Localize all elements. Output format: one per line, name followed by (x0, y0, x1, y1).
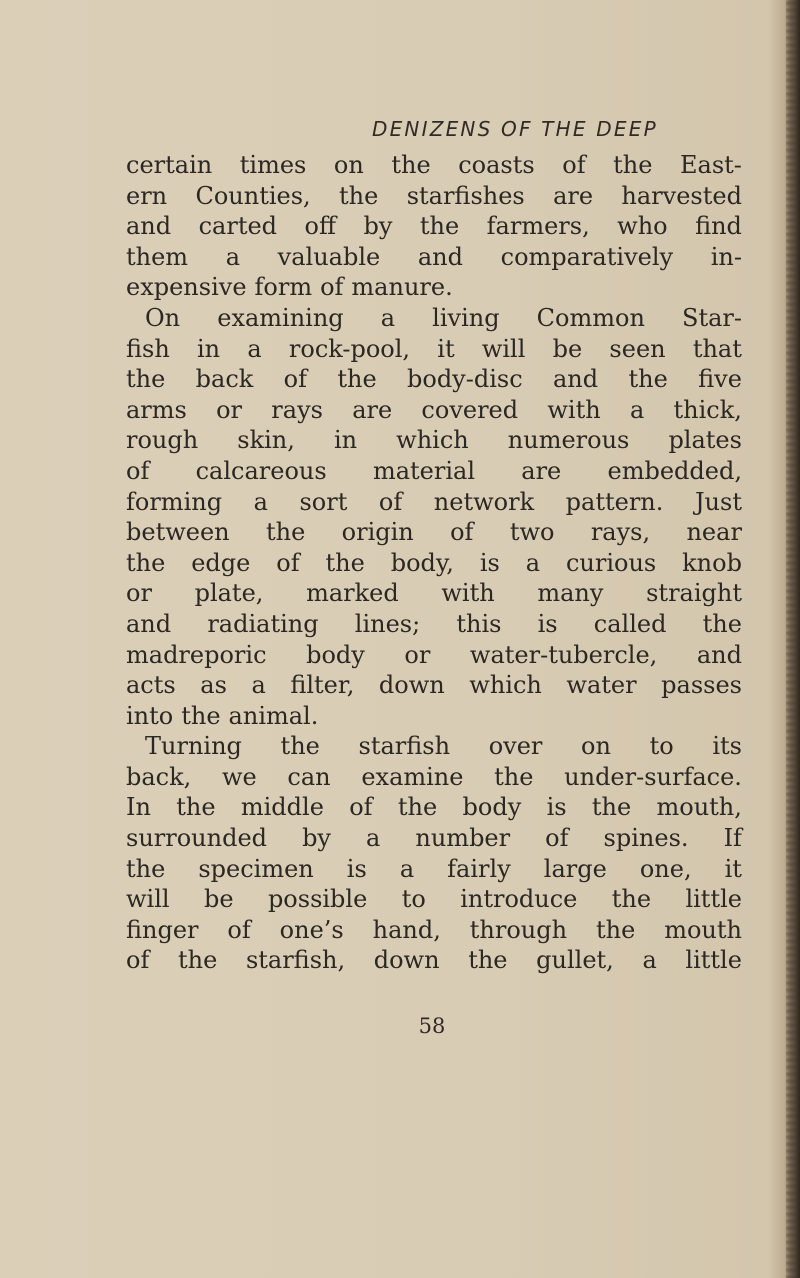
text-line: of the starfish, down the gullet, a little (126, 946, 742, 975)
text-line: will be possible to introduce the little (126, 885, 742, 914)
text-line: Turning the starfish over on to its (145, 732, 742, 761)
text-line: expensive form of manure. (126, 273, 453, 302)
text-line: madreporic body or water-tubercle, and (126, 640, 742, 669)
text-line: back, we can examine the under-surface. (126, 762, 742, 791)
text-line: between the origin of two rays, near (126, 518, 742, 547)
text-line: them a valuable and comparatively in- (126, 242, 742, 271)
text-line: and carted off by the farmers, who find (126, 212, 742, 241)
text-line: into the animal. (126, 701, 319, 730)
text-line: of calcareous material are embedded, (126, 456, 742, 485)
text-line: fish in a rock-pool, it will be seen that (126, 334, 742, 363)
text-line: or plate, marked with many straight (126, 579, 742, 608)
text-line: finger of one’s hand, through the mouth (126, 915, 742, 944)
text-line: ern Counties, the starfishes are harvested (126, 181, 742, 210)
page-binding-edge (786, 0, 800, 1278)
running-head: DENIZENS OF THE DEEP (372, 117, 658, 141)
text-line: the back of the body-disc and the five (126, 365, 742, 394)
text-line: and radiating lines; this is called the (126, 609, 742, 638)
text-line: surrounded by a number of spines. If (126, 824, 742, 853)
text-line: forming a sort of network pattern. Just (126, 487, 742, 516)
text-line: rough skin, in which numerous plates (126, 426, 742, 455)
text-line: the specimen is a fairly large one, it (126, 854, 742, 883)
text-line: On examining a living Common Star- (145, 303, 742, 332)
text-line: certain times on the coasts of the East- (126, 151, 742, 179)
text-line: the edge of the body, is a curious knob (126, 548, 742, 577)
text-line: In the middle of the body is the mouth, (126, 793, 742, 822)
text-line: arms or rays are covered with a thick, (126, 395, 742, 424)
body-text (126, 150, 742, 976)
text-line: acts as a filter, down which water passes (126, 671, 742, 700)
page-number: 58 (418, 1014, 446, 1038)
